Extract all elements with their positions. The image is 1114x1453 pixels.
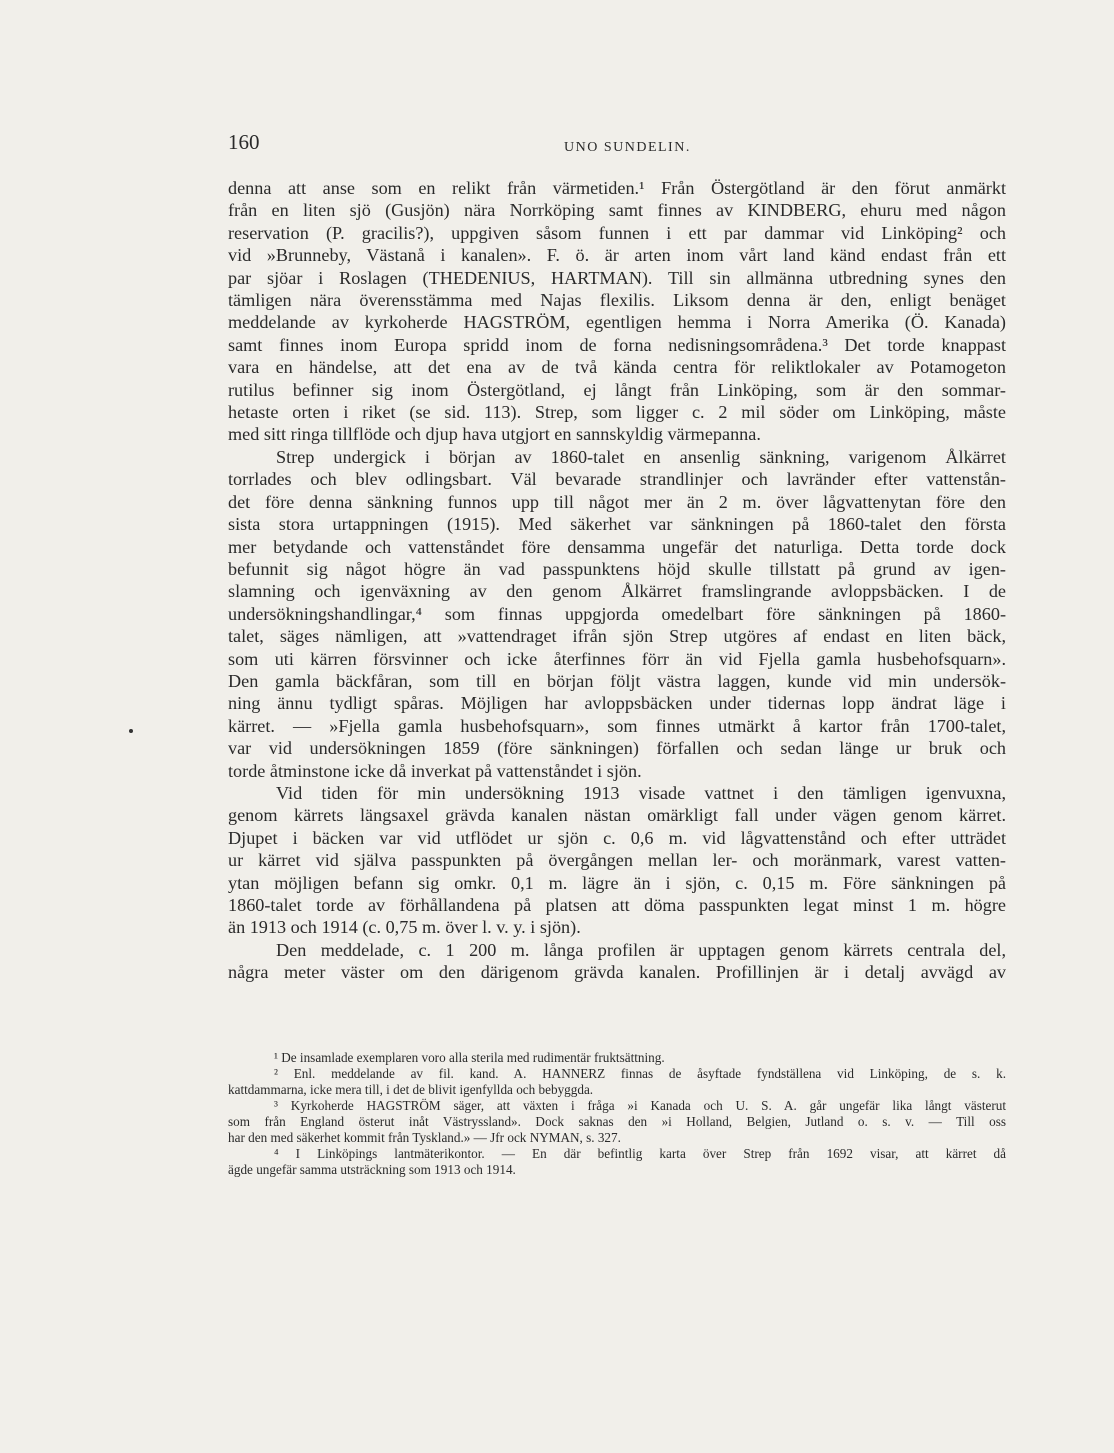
text-line: 1860-talet torde av förhållandena på platsen att döma passpunkten legat minst 1 m. högre — [228, 895, 1006, 915]
footnote: kattdammarna, icke mera till, i det de blivit igenfyllda och bebyggda. — [228, 1082, 594, 1097]
text-line: några meter väster om den därigenom grävda kanalen. Profillinjen är i detalj avvägd av — [228, 962, 1006, 983]
text-line: reservation (P. gracilis?), uppgiven såsom funnen i ett par dammar vid Linköping² och — [228, 222, 1006, 243]
text-line: denna att anse som en relikt från värmetiden.¹ Från Östergötland är den förut anmärkt — [228, 178, 1006, 198]
text-line: från en liten sjö (Gusjön) nära Norrköping samt finnes av KINDBERG, ehuru med någon — [228, 200, 1006, 221]
footnote: har den med säkerhet kommit från Tyskland.» — Jfr ock NYMAN, s. 327. — [228, 1130, 621, 1145]
text-line: ning ännu tydligt spåras. Möjligen har avloppsbäcken under tidernas lopp ändrat läge i — [228, 693, 1006, 714]
text-line: vid »Brunneby, Västanå i kanalen». F. ö. är arten inom vårt land känd endast från ett — [228, 245, 1006, 266]
page-header — [228, 130, 1006, 160]
text-line: ur kärret vid själva passpunkten på övergången mellan ler- och moränmark, varest vatten- — [228, 850, 1006, 871]
footnote: ³ Kyrkoherde HAGSTRÖM säger, att växten i fråga »i Kanada och U. S. A. går ungefär lika långt västerut — [274, 1098, 1006, 1113]
text-line: befunnit sig något högre än vad passpunktens höjd skulle tillstatt på grund av igen- — [228, 558, 1006, 579]
text-line: torde åtminstone icke då inverkat på vattenståndet i sjön. — [228, 760, 642, 781]
text-line: det före denna sänkning funnos upp till något mer än 2 m. över lågvattenytan före den — [228, 491, 1006, 512]
text-line: undersökningshandlingar,⁴ som finnas uppgjorda omedelbart före sänkningen på 1860- — [228, 603, 1006, 624]
text-line: meddelande av kyrkoherde HAGSTRÖM, egentligen hemma i Norra Amerika (Ö. Kanada) — [228, 312, 1006, 333]
page-number: 160 — [228, 130, 260, 154]
text-line: torrlades och blev odlingsbart. Väl bevarade strandlinjer och lavränder efter vattenstån- — [228, 469, 1006, 490]
text-line: par sjöar i Roslagen (THEDENIUS, HARTMAN). Till sin allmänna utbredning synes den — [228, 267, 1006, 288]
text-line: Vid tiden för min undersökning 1913 visade vattnet i den tämligen igenvuxna, — [276, 782, 1006, 803]
margin-mark — [129, 729, 133, 733]
text-line: genom kärrets längsaxel grävda kanalen nästan omärkligt fall under vägen genom kärret. — [228, 805, 1006, 826]
text-line: var vid undersökningen 1859 (före sänkningen) förfallen och sedan länge ur bruk och — [228, 738, 1006, 759]
text-line: som uti kärren försvinner och icke återfinnes förr än vid Fjella gamla husbehofsquarn». — [228, 648, 1006, 669]
text-line: vara en händelse, att det ena av de två kända centra för reliktlokaler av Potamogeton — [228, 357, 1006, 378]
text-line: Den meddelade, c. 1 200 m. långa profilen är upptagen genom kärrets centrala del, — [276, 939, 1006, 960]
text-line: tämligen nära överensstämma med Najas flexilis. Liksom denna är den, enligt benäget — [228, 290, 1006, 311]
text-line: sista stora urtappningen (1915). Med säkerhet var sänkningen på 1860-talet den första — [228, 514, 1006, 535]
text-line: Den gamla bäckfåran, som till en början följt västra laggen, kunde vid min undersök- — [228, 670, 1006, 691]
footnote: ⁴ I Linköpings lantmäterikontor. — En där befintlig karta över Strep från 1692 visar, att kärret då — [274, 1146, 1006, 1161]
text-line: slamning och igenväxning av den genom Ålkärret framslingrande avloppsbäcken. I de — [228, 581, 1006, 602]
text-line: samt finnes inom Europa spridd inom de forna nedisningsområdena.³ Det torde knappast — [228, 334, 1006, 355]
body-text — [228, 177, 1006, 984]
text-line: kärret. — »Fjella gamla husbehofsquarn», som finnes utmärkt å kartor från 1700-talet, — [228, 715, 1006, 736]
text-line: rutilus befinner sig inom Östergötland, ej långt från Linköping, som är den sommar- — [228, 379, 1006, 400]
text-line: med sitt ringa tillflöde och djup hava utgjort en sannskyldig värmepanna. — [228, 424, 761, 445]
footnote: ägde ungefär samma utsträckning som 1913 och 1914. — [228, 1162, 516, 1177]
text-line: talet, säges nämligen, att »vattendraget ifrån sjön Strep utgöres af endast en liten bäck, — [228, 626, 1006, 647]
text-line: Djupet i bäcken var vid utflödet ur sjön c. 0,6 m. vid lågvattenstånd och efter utträdet — [228, 827, 1006, 848]
text-line: ytan möjligen befann sig omkr. 0,1 m. lägre än i sjön, c. 0,15 m. Före sänkningen på — [228, 872, 1006, 893]
text-line: hetaste orten i riket (se sid. 113). Strep, som ligger c. 2 mil söder om Linköping, måste — [228, 402, 1006, 423]
text-line: mer betydande och vattenståndet före densamma ungefär det naturliga. Detta torde dock — [228, 536, 1006, 557]
footnote: som från England österut inåt Västryssland». Dock saknas den »i Holland, Belgien, Jutland o. s. v. — Till oss — [228, 1114, 1006, 1129]
footnotes — [228, 1050, 1006, 1178]
text-line: än 1913 och 1914 (c. 0,75 m. över l. v. y. i sjön). — [228, 917, 581, 938]
footnote: ¹ De insamlade exemplaren voro alla sterila med rudimentär fruktsättning. — [274, 1050, 665, 1065]
running-head: UNO SUNDELIN. — [564, 140, 691, 155]
text-line: Strep undergick i början av 1860-talet en ansenlig sänkning, varigenom Ålkärret — [276, 446, 1006, 467]
footnote: ² Enl. meddelande av fil. kand. A. HANNERZ finnas de åsyftade fyndställena vid Linköping, de s. k. — [274, 1066, 1006, 1081]
